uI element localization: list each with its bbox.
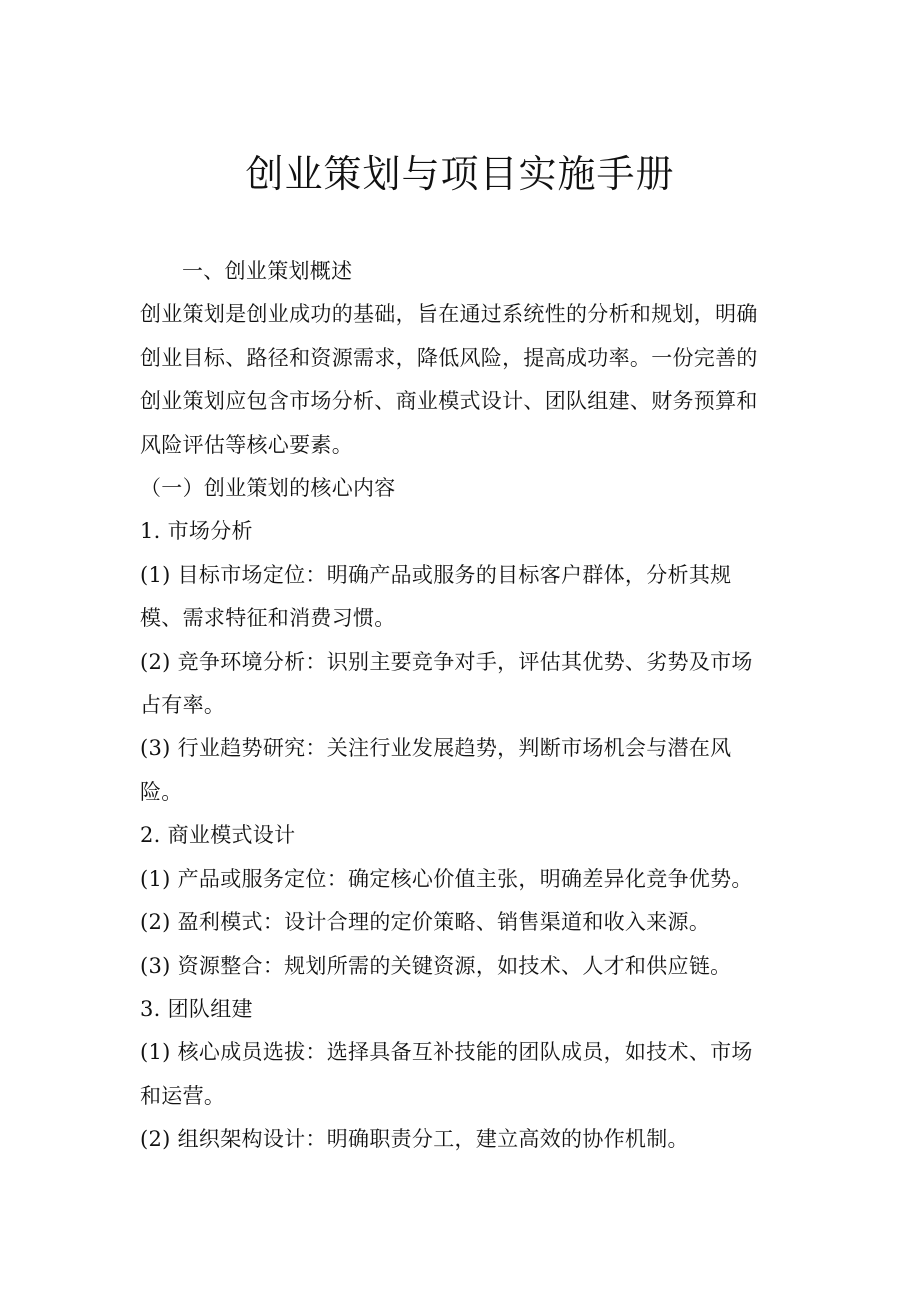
list-item-line: (2) 盈利模式：设计合理的定价策略、销售渠道和收入来源。 <box>140 910 711 935</box>
paragraph-line: 创业策划应包含市场分析、商业模式设计、团队组建、财务预算和 <box>140 389 758 414</box>
list-item-line: 险。 <box>140 779 183 804</box>
numbered-heading: 3. 团队组建 <box>140 996 253 1021</box>
list-item-line: (3) 资源整合：规划所需的关键资源，如技术、人才和供应链。 <box>140 953 732 978</box>
list-item-line: 和运营。 <box>140 1083 226 1108</box>
list-item-line: 占有率。 <box>140 693 226 718</box>
list-item-line: (1) 产品或服务定位：确定核心价值主张，明确差异化竞争优势。 <box>140 866 753 891</box>
section-heading: 一、创业策划概述 <box>182 259 353 283</box>
document-title: 创业策划与项目实施手册 <box>245 152 675 196</box>
list-item-line: (1) 目标市场定位：明确产品或服务的目标客户群体，分析其规 <box>140 562 732 587</box>
list-item-line: (2) 竞争环境分析：识别主要竞争对手，评估其优势、劣势及市场 <box>140 649 753 674</box>
list-item-line: (1) 核心成员选拔：选择具备互补技能的团队成员，如技术、市场 <box>140 1040 753 1065</box>
list-item-line: (3) 行业趋势研究：关注行业发展趋势，判断市场机会与潜在风 <box>140 736 732 761</box>
list-item-line: (2) 组织架构设计：明确职责分工，建立高效的协作机制。 <box>140 1127 689 1152</box>
numbered-heading: 1. 市场分析 <box>140 519 253 544</box>
subsection-heading: （一）创业策划的核心内容 <box>140 476 396 501</box>
numbered-heading: 2. 商业模式设计 <box>140 823 296 848</box>
paragraph-line: 风险评估等核心要素。 <box>140 432 353 457</box>
paragraph-line: 创业策划是创业成功的基础，旨在通过系统性的分析和规划，明确 <box>140 302 758 327</box>
list-item-line: 模、需求特征和消费习惯。 <box>140 606 396 631</box>
document-body <box>140 250 780 1162</box>
paragraph-line: 创业目标、路径和资源需求，降低风险，提高成功率。一份完善的 <box>140 345 758 370</box>
